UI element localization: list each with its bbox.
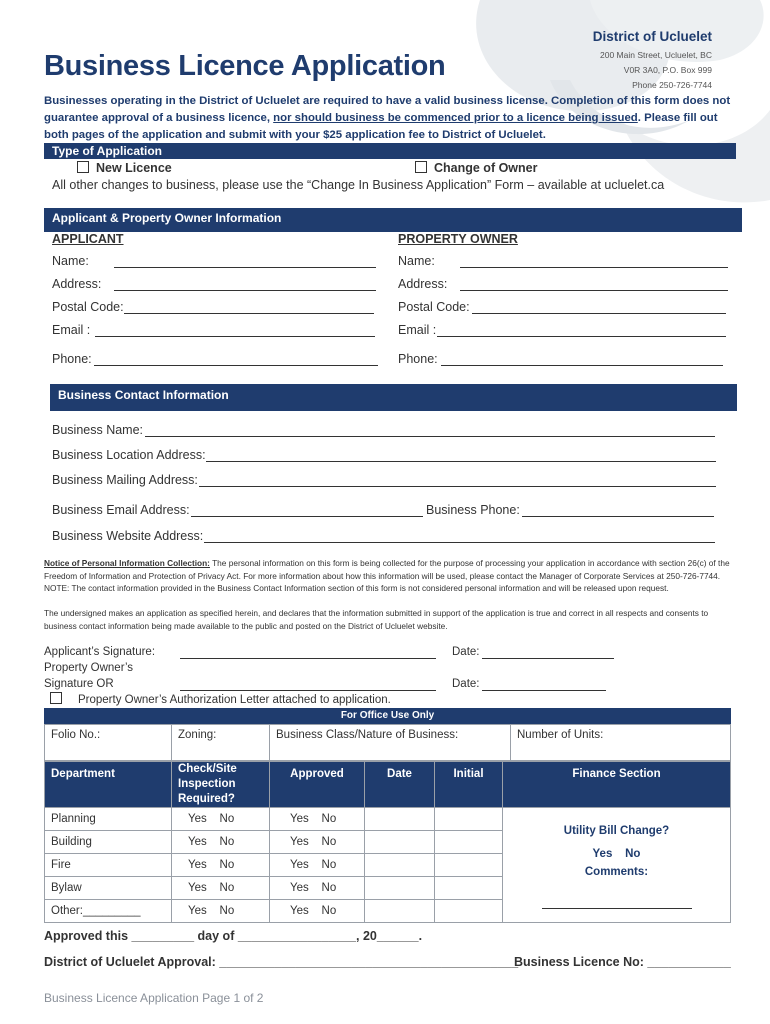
dept-bylaw: Bylaw bbox=[45, 877, 172, 900]
yes-option[interactable]: Yes bbox=[290, 813, 309, 825]
change-owner-option[interactable] bbox=[415, 161, 537, 175]
owner-date-label: Date: bbox=[452, 678, 480, 690]
office-use-bar bbox=[44, 708, 731, 724]
department-header: Department bbox=[45, 762, 172, 808]
business-class-label: Business Class/Nature of Business: bbox=[276, 729, 459, 741]
business-email-field[interactable] bbox=[191, 505, 423, 517]
page-footer: Business Licence Application Page 1 of 2 bbox=[44, 991, 264, 1005]
initial-cell[interactable] bbox=[435, 808, 503, 831]
no-option[interactable]: No bbox=[321, 859, 337, 871]
authorization-letter-checkbox[interactable] bbox=[50, 692, 62, 704]
units-cell bbox=[511, 725, 731, 761]
owner-postal-field[interactable] bbox=[472, 302, 726, 314]
section-bar-business-contact bbox=[50, 384, 737, 411]
business-email-label: Business Email Address: bbox=[52, 503, 190, 517]
approved-cell[interactable] bbox=[270, 831, 365, 854]
business-phone-label: Business Phone: bbox=[426, 503, 520, 517]
utility-bill-change-label: Utility Bill Change? bbox=[563, 825, 670, 837]
section-bar-type-of-application bbox=[44, 143, 736, 159]
yes-option[interactable]: Yes bbox=[188, 859, 207, 871]
privacy-notice bbox=[44, 557, 730, 595]
comments-label: Comments: bbox=[584, 866, 649, 878]
declaration: The undersigned makes an application as specified herein, and declares that the information submitted in support of the application is true and correct in all respects and consents to business contact information being made available to the public and posted on the District of Ucluelet website. bbox=[44, 608, 709, 631]
applicant-name-label: Name: bbox=[52, 254, 89, 268]
district-address-1: 200 Main Street, Ucluelet, BC bbox=[600, 50, 712, 60]
initial-cell[interactable] bbox=[435, 854, 503, 877]
dept-planning: Planning bbox=[45, 808, 172, 831]
section-bar-applicant bbox=[44, 208, 742, 232]
authorization-letter-option[interactable] bbox=[50, 692, 391, 706]
owner-address-label: Address: bbox=[398, 277, 448, 291]
owner-signature-field[interactable] bbox=[180, 679, 436, 691]
licence-number-line[interactable]: Business Licence No: ____________ bbox=[514, 955, 731, 969]
approved-cell[interactable] bbox=[270, 877, 365, 900]
change-owner-label: Change of Owner bbox=[434, 161, 538, 175]
applicant-date-field[interactable] bbox=[482, 647, 614, 659]
new-licence-checkbox[interactable] bbox=[77, 161, 89, 173]
no-option[interactable]: No bbox=[219, 836, 235, 848]
business-website-field[interactable] bbox=[204, 531, 715, 543]
business-location-label: Business Location Address: bbox=[52, 448, 206, 462]
yes-option[interactable]: Yes bbox=[188, 905, 207, 917]
owner-signature-label-2: Signature OR bbox=[44, 678, 114, 690]
owner-email-field[interactable] bbox=[437, 325, 726, 337]
date-cell[interactable] bbox=[365, 900, 435, 923]
folio-label: Folio No.: bbox=[51, 729, 101, 741]
applicant-address-field[interactable] bbox=[114, 279, 376, 291]
district-phone: Phone 250-726-7744 bbox=[632, 80, 712, 90]
applicant-phone-label: Phone: bbox=[52, 352, 92, 366]
district-address-2: V0R 3A0, P.O. Box 999 bbox=[623, 65, 712, 75]
check-cell[interactable] bbox=[172, 808, 270, 831]
dept-other[interactable]: Other:_________ bbox=[45, 900, 172, 923]
business-class-cell bbox=[270, 725, 511, 761]
check-cell[interactable] bbox=[172, 854, 270, 877]
district-approval-line[interactable]: District of Ucluelet Approval: ___________________________________________ bbox=[44, 955, 519, 969]
section-title: Applicant & Property Owner Information bbox=[52, 211, 282, 225]
department-approval-table bbox=[44, 761, 731, 923]
folio-cell bbox=[45, 725, 172, 761]
owner-date-field[interactable] bbox=[482, 679, 606, 691]
no-option[interactable]: No bbox=[219, 882, 235, 894]
dept-fire: Fire bbox=[45, 854, 172, 877]
owner-phone-label: Phone: bbox=[398, 352, 438, 366]
owner-postal-label: Postal Code: bbox=[398, 300, 470, 314]
zoning-cell bbox=[172, 725, 270, 761]
utility-yes-no[interactable] bbox=[509, 843, 724, 866]
applicant-address-label: Address: bbox=[52, 277, 102, 291]
intro-text-1: Businesses operating in the District of Ucluelet are required to have a valid business license. Completion of this form does not guarantee approval of a business licence, bbox=[44, 95, 731, 124]
new-licence-option[interactable] bbox=[77, 161, 172, 175]
business-phone-field[interactable] bbox=[522, 505, 714, 517]
date-cell[interactable] bbox=[365, 854, 435, 877]
applicant-postal-label: Postal Code: bbox=[52, 300, 124, 314]
new-licence-label: New Licence bbox=[96, 161, 172, 175]
date-cell[interactable] bbox=[365, 808, 435, 831]
no-option[interactable]: No bbox=[219, 905, 235, 917]
owner-email-label: Email : bbox=[398, 323, 437, 337]
yes-option[interactable]: Yes bbox=[290, 859, 309, 871]
other-changes-note: All other changes to business, please use the “Change In Business Application” Form – available at ucluelet.ca bbox=[52, 178, 665, 192]
intro-text-2: . Please fill out both pages of the application and submit with your $25 application fee to District of Ucluelet. bbox=[44, 112, 718, 141]
business-mailing-field[interactable] bbox=[199, 475, 716, 487]
yes-option[interactable]: Yes bbox=[188, 882, 207, 894]
approved-this-line[interactable]: Approved this _________ day of _________________, 20______. bbox=[44, 929, 423, 943]
section-title: Type of Application bbox=[52, 144, 162, 158]
applicant-header: APPLICANT bbox=[52, 232, 124, 246]
applicant-postal-field[interactable] bbox=[124, 302, 374, 314]
business-location-field[interactable] bbox=[206, 450, 716, 462]
yes-option[interactable]: Yes bbox=[290, 905, 309, 917]
initial-cell[interactable] bbox=[435, 877, 503, 900]
approved-cell[interactable] bbox=[270, 900, 365, 923]
approved-header: Approved bbox=[270, 762, 365, 808]
date-header: Date bbox=[365, 762, 435, 808]
date-cell[interactable] bbox=[365, 877, 435, 900]
owner-phone-field[interactable] bbox=[441, 354, 723, 366]
district-name: District of Ucluelet bbox=[592, 29, 712, 44]
business-name-label: Business Name: bbox=[52, 423, 144, 437]
owner-name-field[interactable] bbox=[460, 256, 728, 268]
notice-body: The personal information on this form is being collected for the purpose of processing your application in accordance with section 26(c) of the Freedom of Information and Protection of Privacy Act. For more information about how this information will be used, please contact the Manager of Corporate Services at 250-726-7744. NOTE: The contact information provided in the Business Contact Information section of this form is not considered personal information and will be released upon request. bbox=[44, 558, 730, 593]
property-owner-header: PROPERTY OWNER bbox=[398, 232, 518, 246]
approved-cell[interactable] bbox=[270, 808, 365, 831]
no-option[interactable]: No bbox=[625, 848, 641, 860]
check-cell[interactable] bbox=[172, 831, 270, 854]
office-use-title: For Office Use Only bbox=[340, 710, 435, 721]
owner-name-label: Name: bbox=[398, 254, 435, 268]
initial-cell[interactable] bbox=[435, 831, 503, 854]
applicant-date-label: Date: bbox=[452, 646, 480, 658]
yes-option[interactable]: Yes bbox=[290, 836, 309, 848]
initial-cell[interactable] bbox=[435, 900, 503, 923]
office-info-table bbox=[44, 724, 731, 761]
yes-option[interactable]: Yes bbox=[592, 848, 613, 860]
no-option[interactable]: No bbox=[219, 813, 235, 825]
yes-option[interactable]: Yes bbox=[188, 813, 207, 825]
business-website-label: Business Website Address: bbox=[52, 529, 204, 543]
applicant-signature-field[interactable] bbox=[180, 647, 436, 659]
no-option[interactable]: No bbox=[321, 813, 337, 825]
owner-address-field[interactable] bbox=[460, 279, 728, 291]
units-label: Number of Units: bbox=[517, 729, 604, 741]
initial-header: Initial bbox=[435, 762, 503, 808]
intro-text-underlined: nor should business be commenced prior to a licence being issued bbox=[273, 112, 638, 124]
applicant-phone-field[interactable] bbox=[94, 354, 378, 366]
applicant-email-label: Email : bbox=[52, 323, 91, 337]
check-cell[interactable] bbox=[172, 877, 270, 900]
check-header: Check/Site Inspection Required? bbox=[172, 762, 270, 808]
yes-option[interactable]: Yes bbox=[290, 882, 309, 894]
comments-field[interactable] bbox=[542, 900, 692, 909]
applicant-email-field[interactable] bbox=[95, 325, 375, 337]
applicant-name-field[interactable] bbox=[114, 256, 376, 268]
approved-cell[interactable] bbox=[270, 854, 365, 877]
intro-paragraph bbox=[44, 93, 734, 144]
business-mailing-label: Business Mailing Address: bbox=[52, 473, 198, 487]
dept-building: Building bbox=[45, 831, 172, 854]
no-option[interactable]: No bbox=[321, 905, 337, 917]
authorization-letter-label: Property Owner’s Authorization Letter attached to application. bbox=[78, 694, 391, 706]
no-option[interactable]: No bbox=[219, 859, 235, 871]
business-name-field[interactable] bbox=[145, 425, 715, 437]
finance-section-cell bbox=[503, 808, 731, 923]
change-owner-checkbox[interactable] bbox=[415, 161, 427, 173]
applicant-signature-label: Applicant’s Signature: bbox=[44, 646, 156, 658]
date-cell[interactable] bbox=[365, 831, 435, 854]
finance-header: Finance Section bbox=[503, 762, 731, 808]
section-title: Business Contact Information bbox=[58, 388, 229, 402]
owner-signature-label-1: Property Owner’s bbox=[44, 662, 134, 674]
zoning-label: Zoning: bbox=[178, 729, 217, 741]
no-option[interactable]: No bbox=[321, 882, 337, 894]
page-title: Business Licence Application bbox=[44, 50, 446, 82]
no-option[interactable]: No bbox=[321, 836, 337, 848]
notice-heading: Notice of Personal Information Collection: bbox=[44, 558, 210, 568]
check-cell[interactable] bbox=[172, 900, 270, 923]
yes-option[interactable]: Yes bbox=[188, 836, 207, 848]
